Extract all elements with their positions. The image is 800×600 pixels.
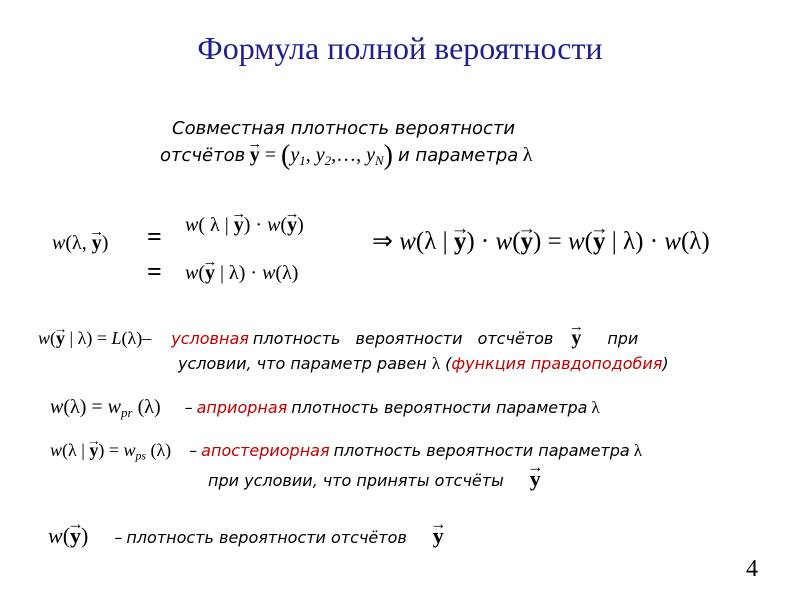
likelihood-line-1: w(→ y | λ) = L(λ)– условная плотность вероятности отсчётов → y при: [38, 327, 638, 350]
intro-line-2-middle: и параметра: [398, 145, 519, 166]
equals-sign-top: =: [147, 222, 162, 251]
intro-line-2: [160, 140, 532, 172]
posterior-line-2: при условии, что приняты отсчёты → y: [208, 466, 541, 492]
posterior-highlight: апостериорная: [201, 441, 330, 460]
evidence-line: w(→ y) – плотность вероятности отсчётов → y: [48, 523, 444, 549]
likelihood-line-2: условии, что параметр равен λ (функция правдоподобия): [178, 354, 669, 373]
bayes-equation: ⇒ w(λ | → y) · w(→ y) = w(→ y | λ) · w(λ): [372, 226, 710, 256]
page-title: Формула полной вероятности: [197, 30, 603, 66]
intro-line-2-prefix: отсчётов: [160, 145, 246, 166]
product-likelihood-evidence: w( λ | → y) · w(→ y): [185, 214, 304, 237]
prior-formula: $w(\lambda) = w_{pr}$ (λ): [50, 396, 161, 420]
joint-density: w(λ, → y): [52, 232, 108, 255]
posterior-line-1: w(λ | → $y) = w_{ps}$ (λ) – апостериорная плотность вероятности параметра λ: [50, 440, 642, 463]
posterior-formula: w(λ | → $y) = w_{ps}$ (λ): [50, 440, 171, 460]
likelihood-function-label: функция правдоподобия: [451, 354, 663, 373]
samples-vector-formula: → $y = (y_1$, $y_2,\dots$, $y_N$): [250, 144, 398, 166]
likelihood-highlight: условная: [171, 329, 249, 348]
equals-sign-bottom: =: [147, 257, 162, 286]
page-number: 4: [746, 556, 758, 582]
product-posterior-prior: w(→ y | λ) · w(λ): [185, 262, 298, 285]
intro-line-1: Совместная плотность вероятности: [172, 118, 516, 139]
lambda-symbol: λ: [522, 144, 533, 166]
likelihood-formula: w(→ y | λ) = L(λ)–: [38, 328, 151, 348]
evidence-formula: w(→ y): [48, 523, 88, 548]
prior-line: $w(\lambda) = w_{pr}$ (λ) – априорная плотность вероятности параметра λ: [50, 396, 600, 420]
prior-highlight: априорная: [196, 398, 288, 417]
